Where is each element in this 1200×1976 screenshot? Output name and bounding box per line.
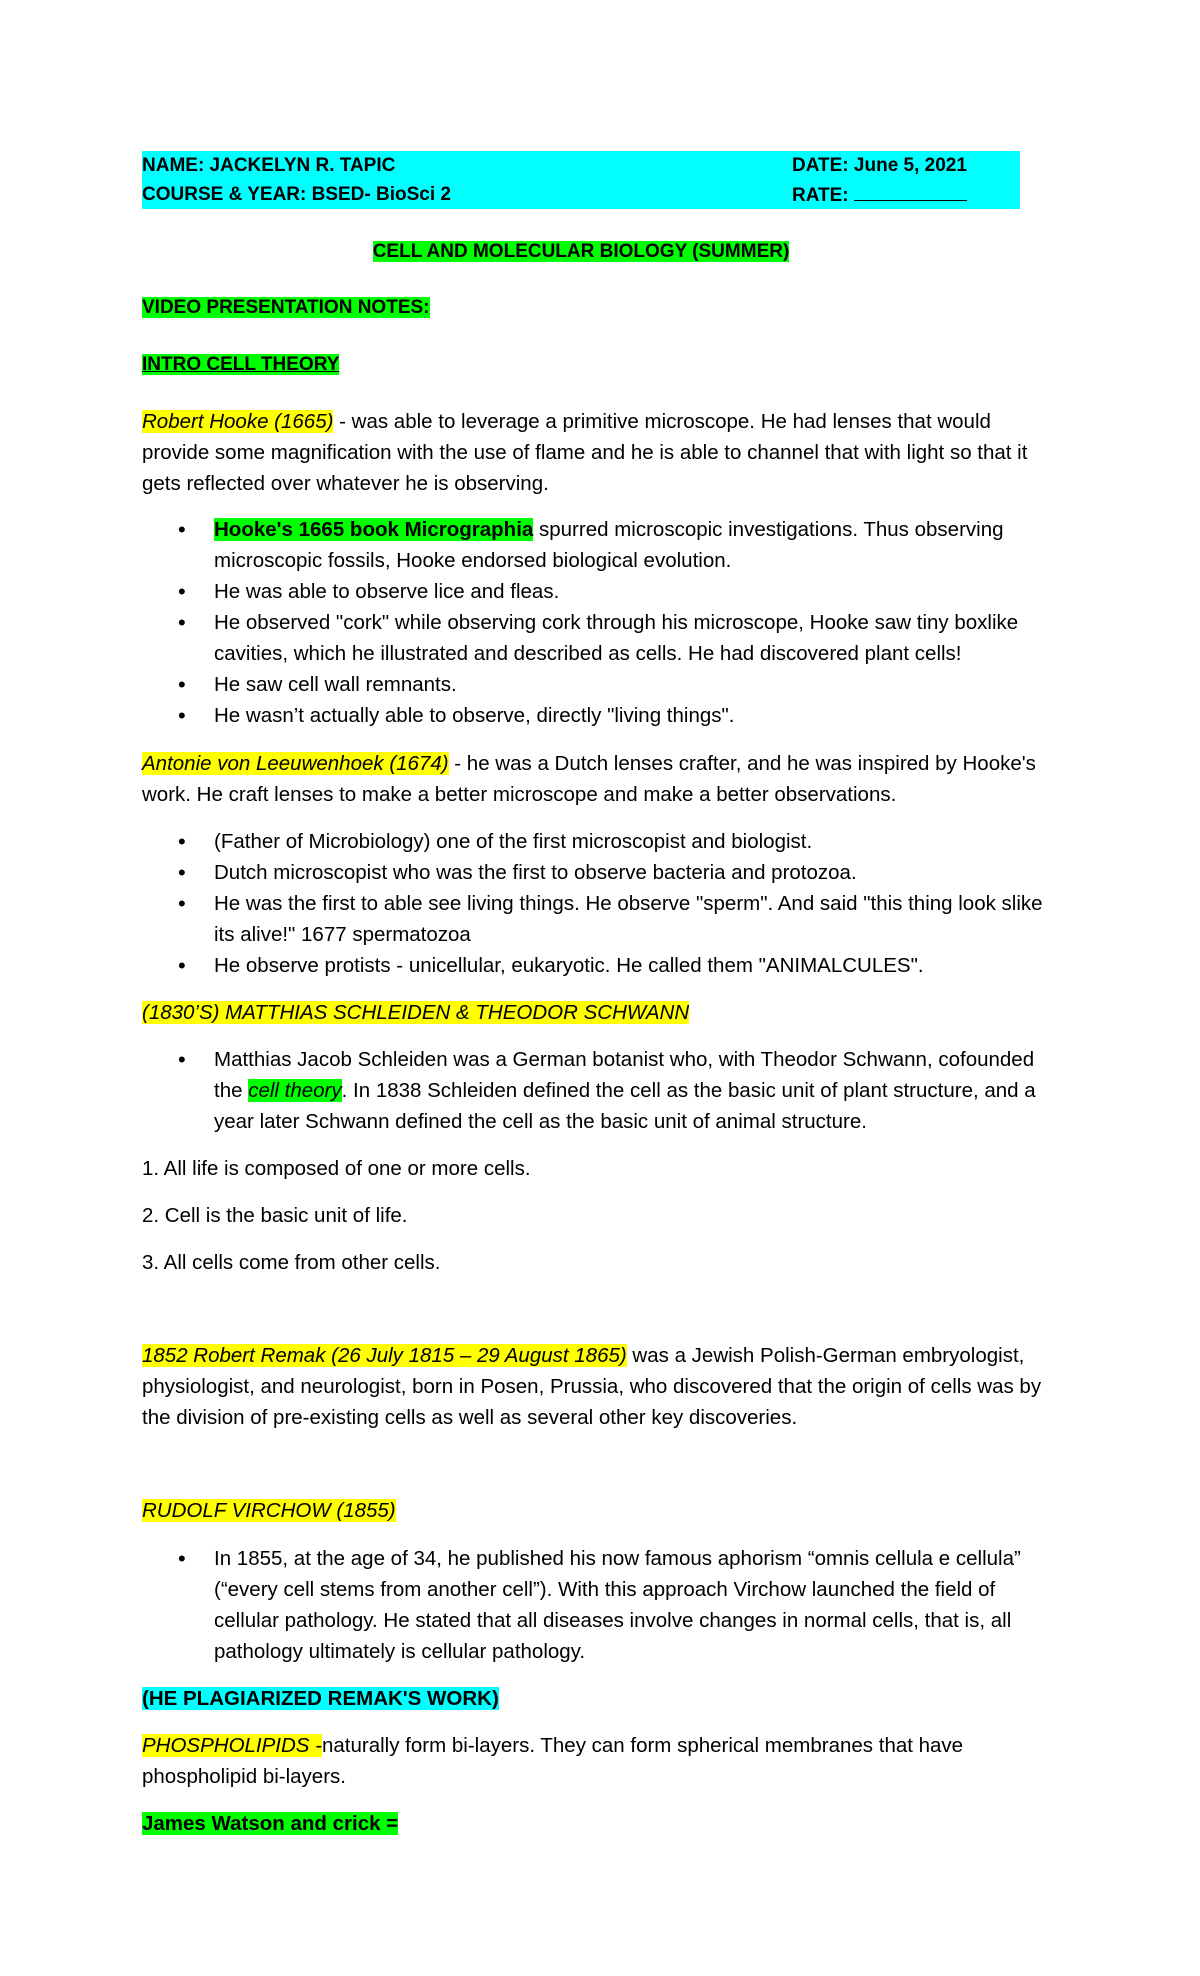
intro-heading: INTRO CELL THEORY [142,354,340,375]
hooke-bullet-1-text: spurred microscopic investigations. Thus observing microscopic fossils, Hooke endorsed biological evolution. [214,518,1004,572]
schleiden-heading: (1830’S) MATTHIAS SCHLEIDEN & THEODOR SCHWANN [142,1001,690,1024]
page-title: CELL AND MOLECULAR BIOLOGY (SUMMER) [372,241,790,262]
cell-theory-point-1: 1. All life is composed of one or more cells. [142,1157,531,1180]
list-item [142,514,1062,576]
plagiarized-note: (HE PLAGIARIZED REMAK'S WORK) [142,1687,499,1710]
phospholipids-text: naturally form bi-layers. They can form spherical membranes that have phospholipid bi-layers. [142,1734,964,1788]
schleiden-heading-line [142,997,1052,1028]
schleiden-text-pre: Matthias Jacob Schleiden was a German botanist who, with Theodor Schwann, cofounded the [214,1048,1035,1102]
course-year: COURSE & YEAR: BSED- BioSci 2 [142,184,451,205]
hooke-paragraph [142,406,1052,499]
cell-theory-point-3: 3. All cells come from other cells. [142,1251,441,1274]
video-notes-line [142,292,1052,323]
cell-theory-highlight: cell theory [248,1079,342,1102]
leeuwenhoek-bullets [142,826,1062,981]
virchow-bullets [142,1543,1062,1667]
phospholipids-name: PHOSPHOLIPIDS - [142,1734,322,1757]
remak-paragraph [142,1340,1052,1433]
list-item: • He saw cell wall remnants. [142,669,1062,700]
header-row-course [142,180,1020,209]
leeuwenhoek-name: Antonie von Leeuwenhoek (1674) [142,752,449,775]
list-item: • He observed "cork" while observing cork through his microscope, Hooke saw tiny boxlike cavities, which he illustrated and described as cells. He had discovered plant cells! [142,607,1062,669]
hooke-name: Robert Hooke (1665) [142,410,334,433]
list-item [142,1044,1062,1137]
hooke-bullets [142,514,1062,731]
intro-line [142,349,1052,380]
plagiarized-line [142,1683,1052,1714]
remak-name: 1852 Robert Remak (26 July 1815 – 29 August 1865) [142,1344,627,1367]
list-item: • (Father of Microbiology) one of the first microscopist and biologist. [142,826,1062,857]
cell-theory-point-2: 2. Cell is the basic unit of life. [142,1204,408,1227]
virchow-heading: RUDOLF VIRCHOW (1855) [142,1499,396,1522]
leeuwenhoek-text: - he was a Dutch lenses crafter, and he was inspired by Hooke's work. He craft lenses to make a better microscope and make a better observations. [142,752,1036,806]
title-line [142,236,1020,267]
remak-text: was a Jewish Polish-German embryologist, physiologist, and neurologist, born in Posen, Prussia, who discovered that the origin of cells was by the division of pre-existing cells as well as several other key discoveries. [142,1344,1042,1429]
list-item: • He observe protists - unicellular, eukaryotic. He called them "ANIMALCULES". [142,950,1062,981]
schleiden-text-post: . In 1838 Schleiden defined the cell as the basic unit of plant structure, and a year later Schwann defined the cell as the basic unit of animal structure. [214,1079,1036,1133]
watson-heading: James Watson and crick = [142,1812,399,1835]
micrographia-highlight: Hooke's 1665 book Micrographia [214,518,534,541]
virchow-heading-line [142,1495,1052,1526]
schleiden-bullets [142,1044,1062,1137]
list-item: • He was able to observe lice and fleas. [142,576,1062,607]
rate-label: RATE: [792,185,854,206]
list-item: • He was the first to able see living things. He observe "sperm". And said "this thing look slike its alive!" 1677 spermatozoa [142,888,1062,950]
list-item: • Dutch microscopist who was the first to observe bacteria and protozoa. [142,857,1062,888]
rate-blank [854,180,967,201]
hooke-text: - was able to leverage a primitive microscope. He had lenses that would provide some magnification with the use of flame and he is able to channel that with light so that it gets reflected over whatever he is observing. [142,410,1028,495]
date: DATE: June 5, 2021 [792,155,967,176]
watson-line [142,1808,1052,1839]
header-row-name [142,151,1020,180]
student-name: NAME: JACKELYN R. TAPIC [142,155,396,176]
list-item: • He wasn’t actually able to observe, directly "living things". [142,700,1062,731]
phospholipids-paragraph [142,1730,1052,1792]
rate-field [792,180,967,210]
leeuwenhoek-paragraph [142,748,1052,810]
list-item: • In 1855, at the age of 34, he published his now famous aphorism “omnis cellula e cellula” (“every cell stems from another cell”). With this approach Virchow launched the field of cellular pathology. He stated that all diseases involve changes in normal cells, that is, all pathology ultimately is cellular pathology. [142,1543,1062,1667]
video-notes-heading: VIDEO PRESENTATION NOTES: [142,297,430,318]
